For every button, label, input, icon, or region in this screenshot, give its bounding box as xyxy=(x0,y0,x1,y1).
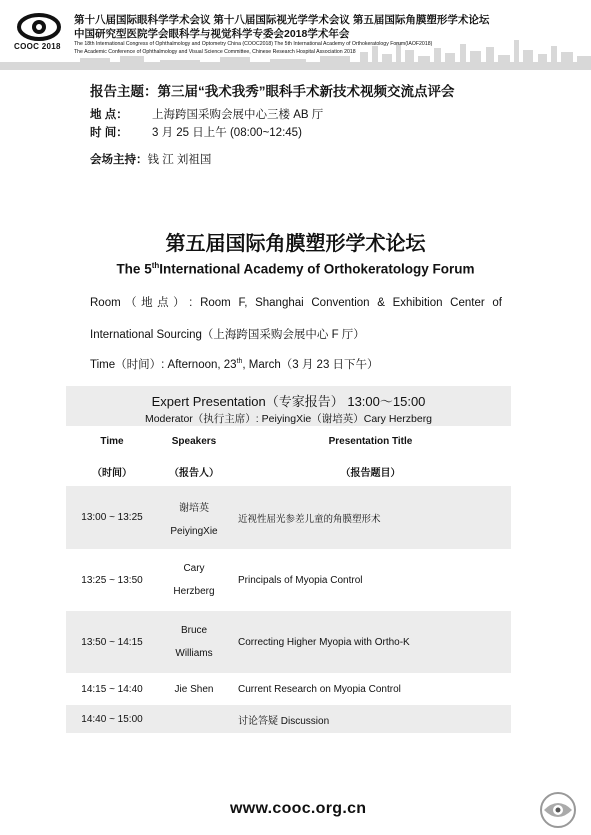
speaker-name-line-1: Cary xyxy=(183,563,205,574)
table-row xyxy=(66,705,511,733)
header-line-4: The Academic Conference of Ophthalmology and Visual Science Committee, Chinese Research Hospital Association 2018 xyxy=(74,49,356,55)
moderator-row xyxy=(66,410,511,426)
session-title-row xyxy=(66,386,511,410)
session-title: Expert Presentation（专家报告） 13:00～15:00 xyxy=(151,393,426,409)
header-row-en xyxy=(66,426,511,456)
time-label: 时 间： xyxy=(90,127,128,139)
forum-title-en xyxy=(0,261,591,277)
row-speaker xyxy=(158,486,230,549)
row-speaker xyxy=(158,705,230,733)
page-header xyxy=(0,0,591,70)
speaker-name-line-1: 谢培英 xyxy=(179,502,209,514)
time-value: 3 月 25 日上午 (08:00~12:45) xyxy=(152,127,302,139)
forum-room-line-1: Room（地点）: Room F, Shanghai Convention & Exhibition Center of xyxy=(90,297,502,309)
host-label: 会场主持： xyxy=(90,154,148,166)
report-location xyxy=(90,106,323,122)
header-line-1: 第十八届国际眼科学学术会议 第十八届国际视光学学术会议 第五届国际角膜塑形学术论坛 xyxy=(74,14,490,26)
report-title: 报告主题：第三届“我术我秀”眼科手术新技术视频交流点评会 xyxy=(90,84,455,99)
forum-title-en-sup: th xyxy=(151,261,160,270)
table-row xyxy=(66,673,511,705)
schedule-table xyxy=(66,386,511,733)
forum-time xyxy=(90,356,379,372)
report-host xyxy=(90,151,211,167)
row-time: 13:00 ~ 13:25 xyxy=(81,512,143,523)
row-title: 讨论答疑 Discussion xyxy=(238,715,330,727)
col-header-title-cn: （报告题目） xyxy=(340,467,401,479)
session-moderator: Moderator（执行主席）: PeiyingXie（谢培英）Cary Herzberg xyxy=(144,412,433,425)
footer-eye-logo-icon xyxy=(538,790,578,830)
row-title: Current Research on Myopia Control xyxy=(238,683,401,695)
forum-time-part2: , March（3 月 23 日下午） xyxy=(242,359,379,371)
row-time: 13:50 ~ 14:15 xyxy=(81,636,143,648)
footer-website-link[interactable]: www.cooc.org.cn xyxy=(230,800,367,817)
speaker-name-line-1: Bruce xyxy=(180,625,208,636)
host-value: 钱 江 刘祖国 xyxy=(147,154,212,166)
row-speaker: Jie Shen xyxy=(174,683,214,695)
header-line-3: The 18th International Congress of Ophthalmology and Optometry China (COOC2018) The 5th International Academy of Orthokeratology Forum(IAOF2018) xyxy=(74,41,433,47)
table-row xyxy=(66,486,511,549)
col-header-title: Presentation Title xyxy=(328,435,413,447)
row-time: 13:25 ~ 13:50 xyxy=(81,574,143,586)
col-header-speakers: Speakers xyxy=(171,435,217,447)
row-speaker xyxy=(158,611,230,673)
row-time: 14:15 ~ 14:40 xyxy=(81,683,143,695)
speaker-name-line-2: PeiyingXie xyxy=(170,525,218,537)
table-row xyxy=(66,611,511,673)
col-header-time-cn: （时间） xyxy=(92,467,132,479)
forum-time-sup: th xyxy=(236,358,243,366)
row-title: Correcting Higher Myopia with Ortho-K xyxy=(238,636,410,648)
forum-title-en-part1: The 5 xyxy=(116,261,152,277)
row-speaker xyxy=(158,549,230,611)
col-header-speakers-cn: （报告人） xyxy=(169,467,219,479)
header-line-2: 中国研究型医院学会眼科学与视觉科学专委会2018学术年会 xyxy=(74,28,350,40)
table-row xyxy=(66,549,511,611)
row-title: Principals of Myopia Control xyxy=(238,574,363,586)
logo-caption: COOC 2018 xyxy=(14,42,61,51)
row-time: 14:40 ~ 15:00 xyxy=(81,713,143,725)
row-title: 近视性屈光参差儿童的角膜塑形术 xyxy=(238,513,381,525)
col-header-time: Time xyxy=(100,435,124,447)
header-row-cn xyxy=(66,456,511,486)
forum-title-cn: 第五届国际角膜塑形学术论坛 xyxy=(165,233,426,255)
forum-time-part1: Time（时间）: Afternoon, 23 xyxy=(90,359,237,371)
forum-room-line-2: International Sourcing（上海跨国采购会展中心 F 厅） xyxy=(90,329,365,341)
location-value: 上海跨国采购会展中心三楼 AB 厅 xyxy=(152,109,324,121)
location-label: 地 点： xyxy=(90,109,128,121)
speaker-name-line-2: Herzberg xyxy=(173,586,215,597)
speaker-name-line-2: Williams xyxy=(175,648,213,659)
report-time xyxy=(90,124,302,140)
forum-title-en-part2: International Academy of Orthokeratology Forum xyxy=(159,261,475,277)
